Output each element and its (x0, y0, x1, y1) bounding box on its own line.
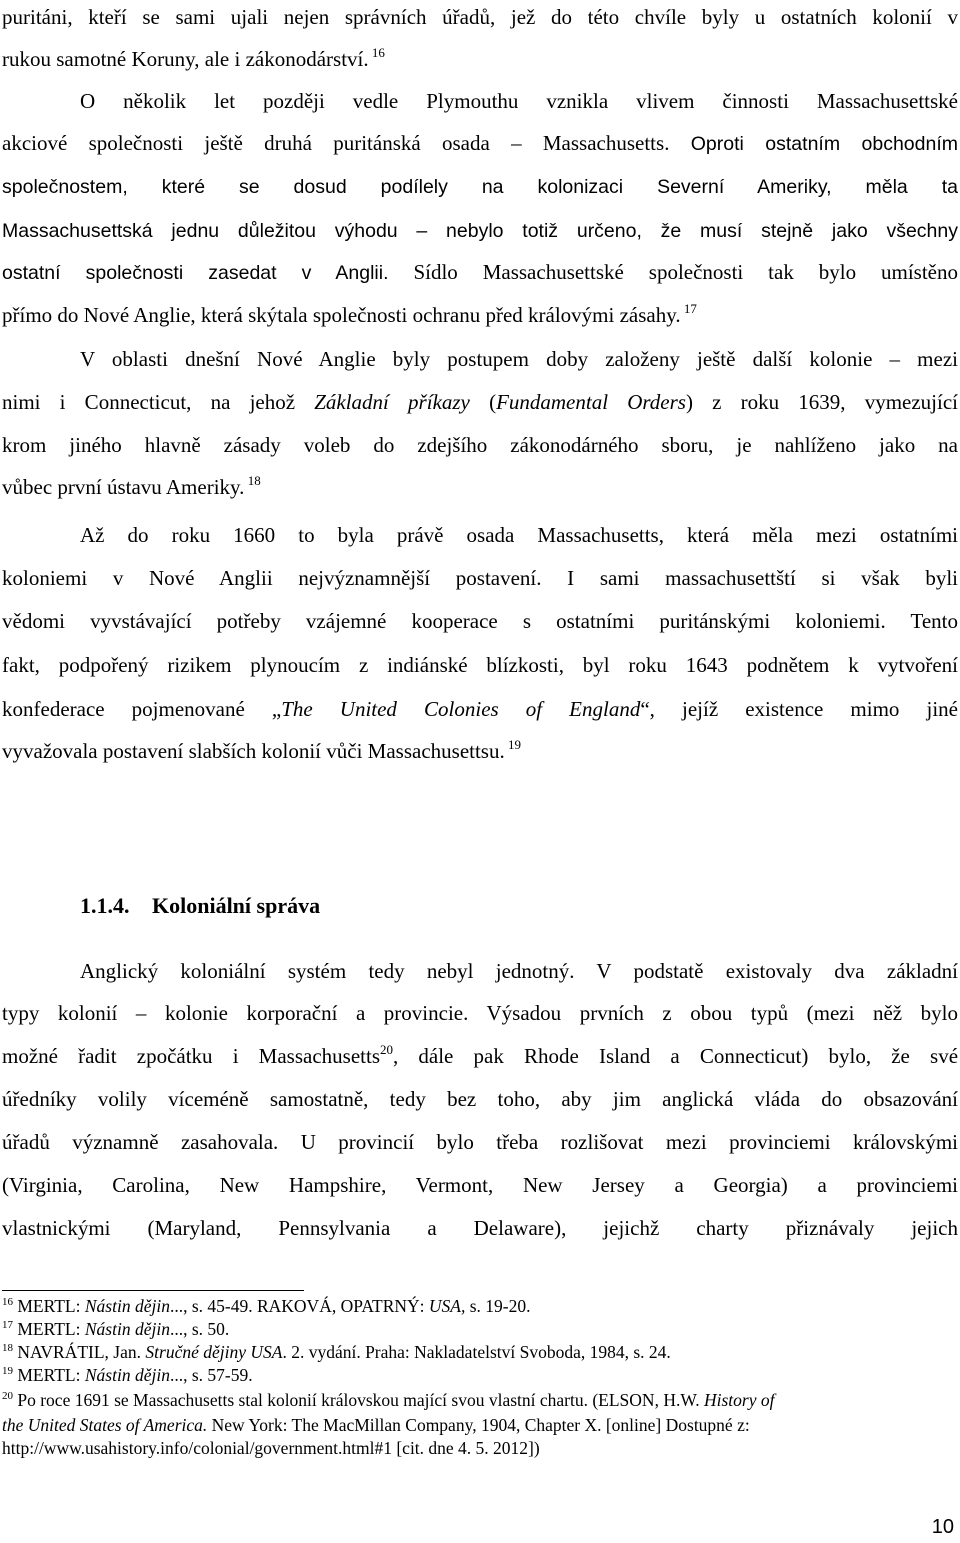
body-line (2, 259, 958, 286)
text-run: O několik let později vedle Plymouthu vznikla vlivem činnosti Massachusettské (80, 89, 958, 113)
text-run: V oblasti dnešní Nové Anglie byly postupem doby založeny ještě další kolonie – mezi (80, 347, 958, 371)
footnote-line (2, 1364, 958, 1386)
section-title: Koloniální správa (152, 893, 321, 918)
text-run: Anglický koloniální systém tedy nebyl jednotný. V podstatě existovaly dva základní (80, 959, 958, 983)
text-run: NAVRÁTIL, Jan. (13, 1342, 146, 1362)
text-run: vědomi vyvstávající potřeby vzájemné kooperace s ostatními puritánskými koloniemi. Tento (2, 609, 958, 633)
text-run: nimi i Connecticut, na jehož (2, 390, 315, 414)
italic-text: USA, (428, 1296, 466, 1316)
text-run: Až do roku 1660 to byla právě osada Massachusetts, která měla mezi ostatními (80, 523, 958, 547)
footnote-ref: 20 (2, 1390, 13, 1402)
text-run: MERTL: (13, 1319, 85, 1339)
footnote-ref: 17 (2, 1319, 13, 1331)
body-line (2, 1086, 958, 1112)
text-run: společnostem, které se dosud podílely na kolonizaci Severní Ameriky, měla ta (2, 176, 958, 198)
body-line (2, 217, 958, 244)
text-run: MERTL: (13, 1296, 85, 1316)
text-run: (Virginia, Carolina, New Hampshire, Vermont, New Jersey a Georgia) a provinciemi (2, 1173, 958, 1197)
body-line (2, 173, 958, 200)
page-number: 10 (931, 1516, 954, 1538)
body-line (2, 302, 958, 328)
footnote-line (2, 1318, 958, 1340)
text-run: krom jiného hlavně zásady voleb do zdejšího zákonodárného sboru, je nahlíženo jako na (2, 433, 958, 457)
text-run: fakt, podpořený rizikem plynoucím z indiánské blízkosti, byl roku 1643 podnětem k vytvoření (2, 653, 958, 677)
italic-text: Fundamental Orders (496, 390, 686, 414)
text-run: , dále pak Rhode Island a Connecticut) bylo, že své (393, 1044, 959, 1068)
text-run: akciové společnosti ještě druhá puritánská osada – Massachusetts. (2, 131, 691, 155)
body-line (2, 738, 958, 764)
italic-text: Stručné dějiny USA (145, 1342, 283, 1362)
text-run: ostatní společnosti zasedat v Anglii. (2, 262, 389, 284)
footnote-ref: 19 (2, 1365, 13, 1377)
body-line (2, 1172, 958, 1198)
text-run: úřadů významně zasahovala. U provincií bylo třeba rozlišovat mezi provinciemi královskými (2, 1130, 958, 1154)
text-run: ..., s. 45-49. RAKOVÁ, OPATRNÝ: (169, 1296, 429, 1316)
body-line (2, 46, 958, 72)
body-line (2, 474, 958, 500)
italic-text: Nástin dějin (84, 1319, 170, 1339)
text-run: vlastnickými (Maryland, Pennsylvania a Delaware), jejichž charty přiznávaly jejich (2, 1216, 958, 1240)
text-run: ..., s. 50. (169, 1319, 230, 1339)
text-run: Massachusettská jednu důležitou výhodu – nebylo totiž určeno, že musí stejně jako všechny (2, 220, 958, 242)
italic-text: Nástin dějin (84, 1296, 170, 1316)
footnote-ref: 18 (2, 1342, 13, 1354)
text-run: http://www.usahistory.info/colonial/government.html#1 [cit. dne 4. 5. 2012]) (2, 1438, 540, 1458)
text-run: vyvažovala postavení slabších kolonií vůči Massachusettsu. (2, 739, 505, 763)
section-number: 1.1.4. (80, 893, 130, 918)
footnote-ref: 19 (504, 737, 521, 752)
body-line (2, 565, 958, 591)
section-heading (80, 892, 320, 920)
footnote-line (2, 1295, 958, 1317)
body-line (2, 130, 958, 157)
text-run: úředníky volily víceméně samostatně, tedy bez toho, aby jim anglická vláda do obsazování (2, 1087, 958, 1111)
footnote-ref: 20 (380, 1042, 393, 1057)
footnote-line (2, 1437, 958, 1459)
footnote-ref: 16 (2, 1296, 13, 1308)
text-run: s. 19-20. (465, 1296, 531, 1316)
italic-text: Základní příkazy (314, 390, 470, 414)
body-line (2, 4, 958, 30)
text-run: puritáni, kteří se sami ujali nejen správních úřadů, jež do této chvíle byly u ostatních kolonií v (2, 5, 958, 29)
footnote-line (2, 1389, 958, 1411)
text-run: New York: The MacMillan Company, 1904, Chapter X. [online] Dostupné z: (207, 1415, 750, 1435)
text-run: možné řadit zpočátku i Massachusetts (2, 1044, 380, 1068)
text-run: rukou samotné Koruny, ale i zákonodárství. (2, 47, 369, 71)
footnote-ref: 17 (680, 301, 697, 316)
italic-text: History of (704, 1390, 775, 1410)
text-run: typy kolonií – kolonie korporační a provincie. Výsadou prvních z obou typů (mezi něž bylo (2, 1001, 958, 1025)
body-line (2, 608, 958, 634)
text-run: ) z roku 1639, vymezující (685, 390, 958, 414)
text-run: konfederace pojmenované „ (2, 697, 282, 721)
footnote-ref: 18 (244, 473, 261, 488)
body-line (2, 1129, 958, 1155)
text-run: koloniemi v Nové Anglii nejvýznamnější postavení. I sami massachusettští si však byli (2, 566, 958, 590)
italic-text: the United States of America. (2, 1415, 208, 1435)
text-run: ( (469, 390, 497, 414)
text-run: Po roce 1691 se Massachusetts stal kolonií královskou mající svou vlastní chartu. (ELSON, H.W. (13, 1390, 704, 1410)
body-line (2, 1215, 958, 1241)
text-run: přímo do Nové Anglie, která skýtala společnosti ochranu před královými zásahy. (2, 303, 681, 327)
body-line (80, 88, 958, 114)
italic-text: Nástin dějin (84, 1365, 170, 1385)
italic-text: The United Colonies of England (281, 697, 641, 721)
text-run: “, jejíž existence mimo jiné (640, 697, 958, 721)
body-line (80, 958, 958, 984)
text-run: Oproti ostatním obchodním (690, 133, 959, 155)
body-line (2, 1000, 958, 1026)
footnote-line (2, 1341, 958, 1363)
text-run: MERTL: (13, 1365, 85, 1385)
text-run: ..., s. 57-59. (169, 1365, 253, 1385)
text-run: vůbec první ústavu Ameriky. (2, 475, 245, 499)
body-line (2, 652, 958, 678)
footnote-line (2, 1414, 958, 1436)
body-line (80, 522, 958, 548)
footnote-ref: 16 (368, 45, 385, 60)
text-run: . 2. vydání. Praha: Nakladatelství Svoboda, 1984, s. 24. (282, 1342, 671, 1362)
body-line (2, 432, 958, 458)
body-line (80, 346, 958, 372)
body-line (2, 696, 958, 722)
body-line (2, 389, 958, 415)
footnote-separator (2, 1290, 304, 1291)
text-run: Sídlo Massachusettské společnosti tak bylo umístěno (388, 260, 958, 284)
body-line (2, 1043, 958, 1069)
